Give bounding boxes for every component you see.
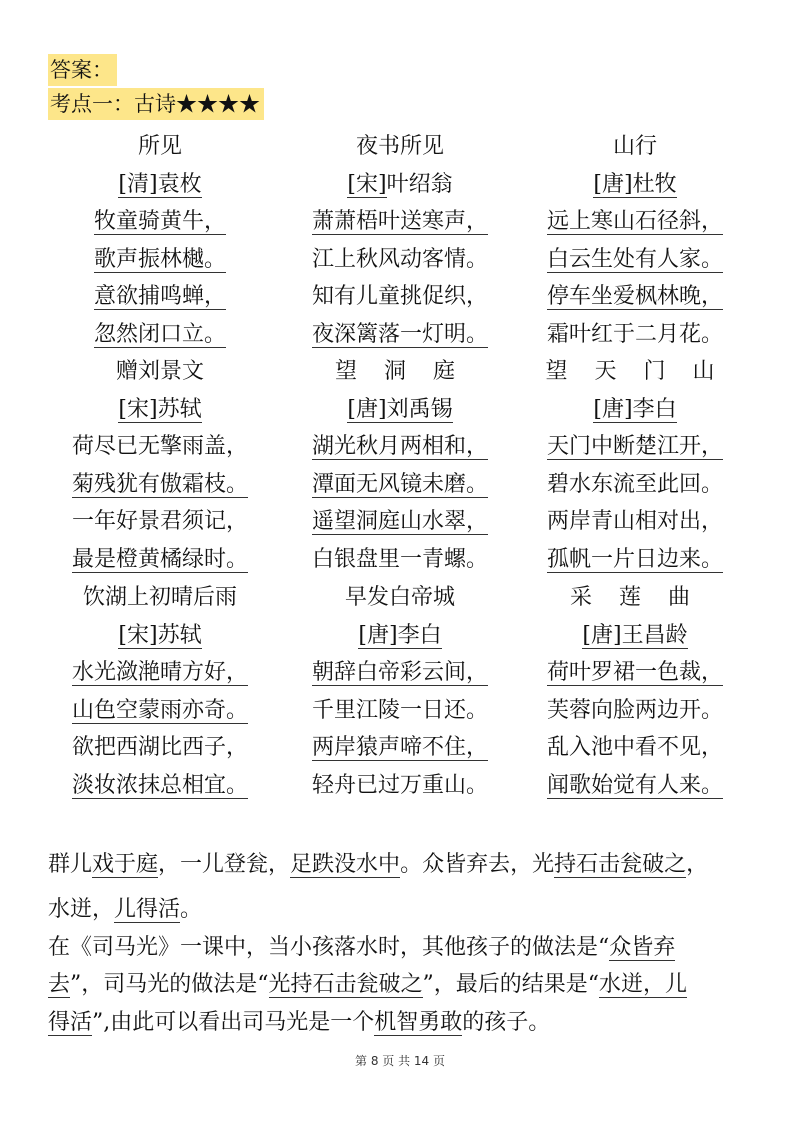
poem-line: 霜叶红于二月花。	[546, 321, 723, 347]
poem-line: 水光潋滟晴方好，	[71, 660, 248, 685]
poem-line: 淡妆浓抹总相宜。	[71, 772, 248, 798]
poem-title: 饮湖上初晴后雨	[82, 585, 237, 610]
poem-line: 牧童骑黄牛，	[93, 209, 226, 234]
poem-suojian	[40, 128, 280, 353]
poem-line: 湖光秋月两相和，	[311, 434, 488, 459]
poem-line: 萧萧梧叶送寒声，	[311, 209, 488, 234]
poem-line: 孤帆一片日边来。	[546, 546, 723, 572]
poem-line: 一年好景君须记，	[71, 509, 248, 534]
poem-line: 欲把西湖比西子，	[71, 735, 248, 760]
poem-line: 潭面无风镜未磨。	[311, 471, 488, 497]
poem-line: 夜深篱落一灯明。	[311, 321, 488, 347]
poem-line: 歌声振林樾。	[93, 246, 226, 272]
poem-title: 所见	[137, 134, 182, 159]
poem-line: 两岸猿声啼不住，	[311, 735, 488, 760]
poem-author: [清]袁枚	[118, 171, 202, 197]
poem-author: [宋]叶绍翁	[347, 171, 453, 197]
poem-author: [宋]苏轼	[118, 622, 202, 648]
poem-yeshusuojian	[280, 128, 520, 353]
section-title: 考点一：古诗★★★★	[48, 88, 264, 120]
page-number: 第 8 页 共 14 页	[355, 1054, 445, 1068]
passage-line-5: 得活”,由此可以看出司马光是一个机智勇敢的孩子。	[48, 1010, 551, 1035]
poem-line: 知有儿童挑促织，	[311, 284, 488, 309]
poem-author: [唐]刘禹锡	[347, 396, 453, 422]
poem-line: 最是橙黄橘绿时。	[71, 546, 248, 572]
passage-line-2: 水迸，儿得活。	[48, 897, 203, 922]
poem-title: 夜书所见	[355, 134, 444, 159]
passage-line-3: 在《司马光》一课中，当小孩落水时，其他孩子的做法是“众皆弃	[48, 935, 676, 960]
poem-title: 采 莲 曲	[570, 585, 700, 610]
poem-title: 山行	[612, 134, 657, 159]
poem-line: 白云生处有人家。	[546, 246, 723, 272]
poem-line: 千里江陵一日还。	[311, 697, 488, 723]
poem-line: 遥望洞庭山水翠，	[311, 509, 488, 534]
poem-line: 江上秋风动客情。	[311, 246, 488, 272]
poem-author: [宋]苏轼	[118, 396, 202, 422]
passage-line-4: 去”，司马光的做法是“光持石击瓮破之”，最后的结果是“水迸，儿	[48, 972, 688, 997]
poem-author: [唐]杜牧	[593, 171, 677, 197]
poem-line: 停车坐爱枫林晚，	[546, 284, 723, 309]
poem-line: 荷叶罗裙一色裁，	[546, 660, 723, 685]
poem-title: 望 天 门 山	[545, 359, 725, 384]
poem-line: 碧水东流至此回。	[546, 471, 723, 497]
poem-wangdongting	[280, 353, 520, 578]
poem-line: 两岸青山相对出，	[546, 509, 723, 534]
answer-label: 答案：	[48, 54, 117, 86]
poem-zengliujingwen	[40, 353, 280, 578]
poem-author: [唐]王昌龄	[582, 622, 688, 648]
poem-title: 赠刘景文	[115, 359, 204, 384]
poem-line: 意欲捕鸣蝉，	[93, 284, 226, 309]
poem-line: 芙蓉向脸两边开。	[546, 697, 723, 723]
poem-line: 闻歌始觉有人来。	[546, 772, 723, 798]
poem-line: 远上寒山石径斜，	[546, 209, 723, 234]
poem-line: 菊残犹有傲霜枝。	[71, 471, 248, 497]
poem-title: 早发白帝城	[344, 585, 455, 610]
poem-line: 荷尽已无擎雨盖，	[71, 434, 248, 459]
poem-shanxing	[515, 128, 755, 353]
poem-title: 望 洞 庭	[335, 359, 465, 384]
poem-line: 忽然闭口立。	[93, 321, 226, 347]
poem-line: 朝辞白帝彩云间，	[311, 660, 488, 685]
poem-author: [唐]李白	[358, 622, 442, 648]
poem-line: 山色空蒙雨亦奇。	[71, 697, 248, 723]
poem-cailianqu	[515, 579, 755, 804]
poem-zaofabaidicheng	[280, 579, 520, 804]
poem-yinhushang	[40, 579, 280, 804]
poem-wangtianmenshan	[515, 353, 755, 578]
passage-line-1: 群儿戏于庭，一儿登瓮，足跌没水中。众皆弃去，光持石击瓮破之，	[48, 852, 709, 877]
poem-line: 白银盘里一青螺。	[311, 546, 488, 572]
poem-author: [唐]李白	[593, 396, 677, 422]
poem-line: 天门中断楚江开，	[546, 434, 723, 459]
poem-line: 乱入池中看不见，	[546, 735, 723, 760]
poem-line: 轻舟已过万重山。	[311, 772, 488, 798]
